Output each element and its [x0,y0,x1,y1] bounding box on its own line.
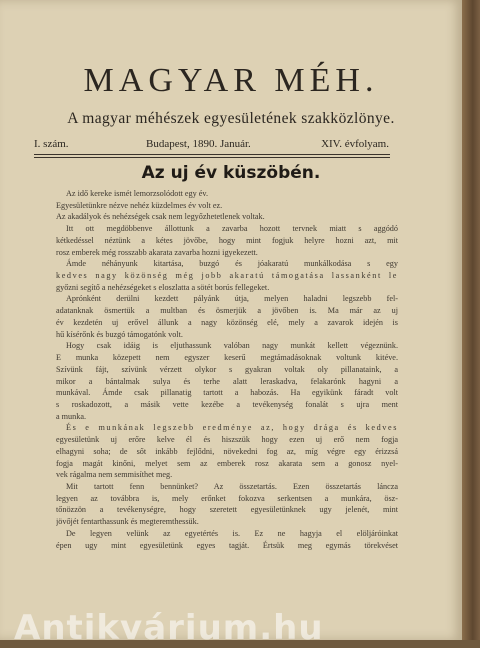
article-line: elhagyni soha; de sőt inkább fejlődni, növekedni fog az, míg végre egy érizzsá [56,446,398,456]
issue-date: Budapest, 1890. Január. [146,138,251,150]
article-body [56,188,398,551]
article-line: vek rágalma nem semmisíthet meg. [56,470,173,480]
article-line: mikor a bántalmak sulya és terhe alatt leraskadva, felakarónk hagyni a [56,376,398,386]
article-line: legyen az továbbra is, mely erőnket fokozva serkentsen a munkára, ösz- [56,493,398,503]
article-line: tőnözzön a tevékenységre, hogy szeretett egyesületünknek ugy jelenét, mint [56,505,398,515]
article-line: jövőjét fentarthassunk és megteremthessük. [56,517,199,527]
article-line: De legyen velünk az egyetértés is. Ez ne hagyja el elöljáróinkat [66,528,398,538]
article-line: Mit tartott fenn bennünket? Az összetartás. Ezen összetartás láncza [66,481,398,491]
article-title: Az uj év küszöbén. [141,163,321,183]
article-line: győzni segítő a nehézségeket s eloszlatta a sötét borús fellegeket. [56,282,270,292]
article-line: Hogy csak idáig is eljuthassunk valóban nagy munkát kellett végeznünk. [66,341,398,351]
article-line: hű kísérőnk és buzgó támogatónk volt. [56,329,183,339]
journal-subtitle: A magyar méhészek egyesületének szakközlönye. [67,110,395,127]
article-line: rosz emberek még rosszabb akarata zavarba hozni igyekezett. [56,247,258,257]
header-rule-top [34,154,390,155]
volume-number: XIV. évfolyam. [321,138,389,150]
watermark: Antikvárium.hu [14,608,324,648]
issue-info-row [34,138,389,154]
header-rule-bottom [34,157,390,158]
article-line: Az akadályok és nehézségek csak nem legyőzhetetlenek voltak. [56,212,265,222]
article-line: munkával. Ámde csak pillanatig tartott a habozás. Ha egyikünk fáradt volt [56,388,398,398]
article-line: s roskadozott, a másik vette kezébe a tevékenység fonalát s ujra ment [56,399,398,409]
article-line: épen ugy mint egyesületünk egyes tagját. Értsük meg egymás törekvéset [56,540,398,550]
article-line: év kezdetén uj erővel állunk a nagy közönség elé, mely a zavarok idején is [56,317,398,327]
article-line: És e munkának legszebb eredménye az, hogy drága és kedves [66,423,398,433]
article-line: egyesületünk uj erőre kelve él és hiszszük hogy ezen uj erő nem fogja [56,435,398,445]
article-line: Itt ott megdöbbenve állottunk a zavarba hozott tervnek miatt s aggódó [66,224,398,234]
article-line: adatanknak ösmertük a multban és ösmerjük a jövőben is. Ma már az uj [56,306,398,316]
article-line: Ámde néhányunk kitartása, buzgó és jóakaratú munkálkodása s egy [66,259,398,269]
article-line: kedves nagy közönség még jobb akaratú támogatása lassanként le [56,271,398,281]
article-line: Az idő kereke ismét lemorzsolódott egy év. [66,189,209,198]
article-line: Aprónként derülni kezdett pályánk útja, melyen haladni legszebb fel- [66,294,398,304]
article-line: kétkedéssel néztünk a kétes jövőbe, hogy mint fogjuk helyre hozni azt, mit [56,235,398,245]
issue-number: I. szám. [34,138,69,150]
article-line: Szívünk fájt, szívünk vérzett olykor s gyakran voltak oly pillanataink, a [56,364,398,374]
article-line: E munka közepett nem egyszer keserű megtámadásoknak voltunk kitéve. [56,353,398,363]
article-line: fogja magát kinőni, melyet sem az emberek rosz akarata sem a gonosz nyel- [56,458,398,468]
book-spine [462,0,480,640]
article-line: a munka. [56,411,87,421]
journal-title: MAGYAR MÉH. [83,62,379,99]
article-line: Egyesületünkre nézve nehéz küzdelmes év volt ez. [56,200,223,210]
